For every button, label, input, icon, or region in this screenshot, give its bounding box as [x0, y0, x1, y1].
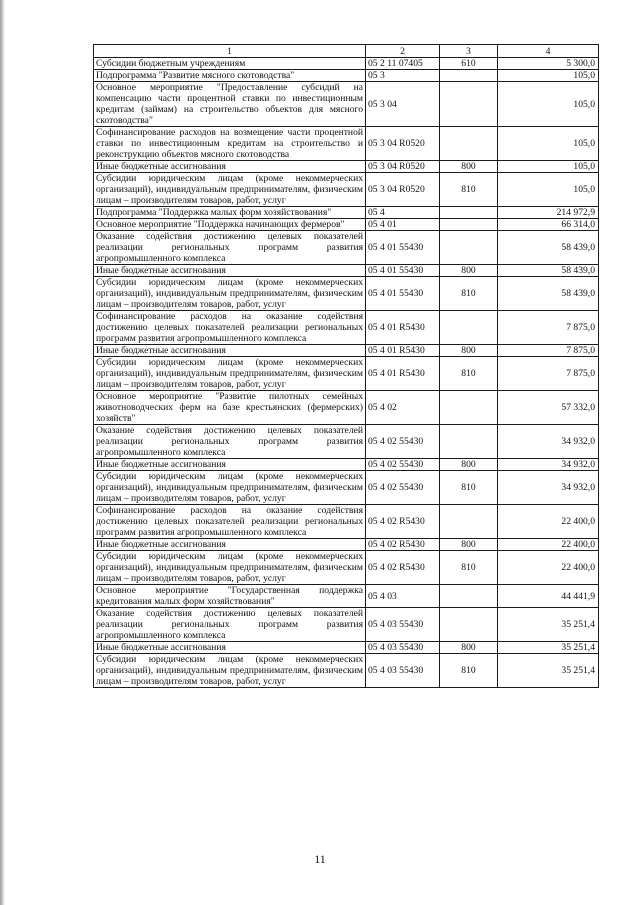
header-col-3: 3	[440, 45, 498, 58]
cell-name: Софинансирование расходов на оказание содействия достижению целевых показателей реализации региональных программ развития агропромышленного комплекса	[94, 505, 366, 539]
table-row	[94, 505, 599, 539]
cell-type: 810	[440, 173, 498, 207]
cell-name: Субсидии юридическим лицам (кроме некоммерческих организаций), индивидуальным предпринимателям, физическим лицам – производителям товаров, работ, услуг	[94, 357, 366, 391]
cell-type	[440, 608, 498, 642]
cell-type: 810	[440, 471, 498, 505]
cell-name: Софинансирование расходов на оказание содействия достижению целевых показателей реализации региональных программ развития агропромышленного комплекса	[94, 311, 366, 345]
cell-name: Иные бюджетные ассигнования	[94, 642, 366, 654]
table-row	[94, 265, 599, 277]
table-row	[94, 585, 599, 608]
cell-name: Оказание содействия достижению целевых показателей реализации региональных программ развития агропромышленного комплекса	[94, 608, 366, 642]
cell-amount: 7 875,0	[498, 345, 599, 357]
table-row	[94, 459, 599, 471]
cell-name: Субсидии юридическим лицам (кроме некоммерческих организаций), индивидуальным предпринимателям, физическим лицам – производителям товаров, работ, услуг	[94, 173, 366, 207]
cell-type: 800	[440, 459, 498, 471]
cell-type: 810	[440, 551, 498, 585]
cell-amount: 58 439,0	[498, 277, 599, 311]
cell-code: 05 4 01 R5430	[366, 357, 440, 391]
cell-code: 05 4 02 55430	[366, 459, 440, 471]
table-row	[94, 642, 599, 654]
table-row	[94, 207, 599, 219]
table-header-row	[94, 45, 599, 58]
cell-name: Субсидии бюджетным учреждениям	[94, 58, 366, 70]
cell-name: Оказание содействия достижению целевых показателей реализации региональных программ развития агропромышленного комплекса	[94, 425, 366, 459]
cell-name: Основное мероприятие "Государственная поддержка кредитования малых форм хозяйствования"	[94, 585, 366, 608]
cell-amount: 58 439,0	[498, 265, 599, 277]
cell-code: 05 4	[366, 207, 440, 219]
table-row	[94, 471, 599, 505]
cell-name: Иные бюджетные ассигнования	[94, 459, 366, 471]
cell-name: Субсидии юридическим лицам (кроме некоммерческих организаций), индивидуальным предпринимателям, физическим лицам – производителям товаров, работ, услуг	[94, 277, 366, 311]
cell-amount: 66 314,0	[498, 219, 599, 231]
cell-amount: 7 875,0	[498, 311, 599, 345]
cell-code: 05 4 02 55430	[366, 471, 440, 505]
cell-amount: 35 251,4	[498, 642, 599, 654]
cell-name: Иные бюджетные ассигнования	[94, 161, 366, 173]
cell-name: Иные бюджетные ассигнования	[94, 345, 366, 357]
cell-amount: 105,0	[498, 70, 599, 82]
cell-amount: 22 400,0	[498, 551, 599, 585]
cell-amount: 34 932,0	[498, 471, 599, 505]
cell-code: 05 3	[366, 70, 440, 82]
cell-code: 05 4 01 55430	[366, 231, 440, 265]
cell-name: Основное мероприятие "Поддержка начинающих фермеров"	[94, 219, 366, 231]
cell-code: 05 4 01 55430	[366, 277, 440, 311]
table-row	[94, 551, 599, 585]
cell-type: 610	[440, 58, 498, 70]
cell-code: 05 4 03 55430	[366, 608, 440, 642]
table-row	[94, 311, 599, 345]
cell-type	[440, 127, 498, 161]
cell-amount: 214 972,9	[498, 207, 599, 219]
page-number: 11	[314, 852, 326, 866]
cell-type	[440, 231, 498, 265]
cell-type	[440, 70, 498, 82]
cell-code: 05 2 11 07405	[366, 58, 440, 70]
cell-type	[440, 585, 498, 608]
cell-name: Основное мероприятие "Предоставление субсидий на компенсацию части процентной ставки по инвестиционным кредитам (займам) на строительство объектов для мясного скотоводства"	[94, 82, 366, 127]
table-row	[94, 539, 599, 551]
table-row	[94, 357, 599, 391]
cell-amount: 35 251,4	[498, 654, 599, 688]
cell-name: Иные бюджетные ассигнования	[94, 539, 366, 551]
cell-code: 05 4 02 R5430	[366, 539, 440, 551]
cell-amount: 34 932,0	[498, 425, 599, 459]
cell-amount: 105,0	[498, 82, 599, 127]
cell-type	[440, 505, 498, 539]
cell-amount: 105,0	[498, 161, 599, 173]
table-row	[94, 127, 599, 161]
table-row	[94, 173, 599, 207]
cell-name: Субсидии юридическим лицам (кроме некоммерческих организаций), индивидуальным предпринимателям, физическим лицам – производителям товаров, работ, услуг	[94, 471, 366, 505]
table-row	[94, 161, 599, 173]
cell-amount: 105,0	[498, 127, 599, 161]
header-col-1: 1	[94, 45, 366, 58]
cell-code: 05 4 02 R5430	[366, 551, 440, 585]
cell-name: Подпрограмма "Развитие мясного скотоводства"	[94, 70, 366, 82]
header-col-4: 4	[498, 45, 599, 58]
cell-code: 05 3 04 R0520	[366, 161, 440, 173]
cell-name: Оказание содействия достижению целевых показателей реализации региональных программ развития агропромышленного комплекса	[94, 231, 366, 265]
cell-type	[440, 425, 498, 459]
table-row	[94, 608, 599, 642]
cell-amount: 57 332,0	[498, 391, 599, 425]
cell-type: 800	[440, 265, 498, 277]
cell-type: 810	[440, 277, 498, 311]
table-row	[94, 425, 599, 459]
cell-amount: 44 441,9	[498, 585, 599, 608]
cell-code: 05 4 02 55430	[366, 425, 440, 459]
table-row	[94, 58, 599, 70]
cell-code: 05 4 01	[366, 219, 440, 231]
cell-amount: 105,0	[498, 173, 599, 207]
cell-code: 05 4 01 55430	[366, 265, 440, 277]
cell-type	[440, 207, 498, 219]
cell-type	[440, 219, 498, 231]
cell-type	[440, 391, 498, 425]
table-row	[94, 82, 599, 127]
cell-code: 05 3 04	[366, 82, 440, 127]
table-row	[94, 654, 599, 688]
cell-code: 05 4 02 R5430	[366, 505, 440, 539]
cell-code: 05 3 04 R0520	[366, 173, 440, 207]
cell-code: 05 4 03 55430	[366, 654, 440, 688]
cell-type: 800	[440, 642, 498, 654]
table-row	[94, 345, 599, 357]
cell-code: 05 4 03 55430	[366, 642, 440, 654]
cell-type	[440, 311, 498, 345]
cell-code: 05 4 01 R5430	[366, 311, 440, 345]
cell-name: Иные бюджетные ассигнования	[94, 265, 366, 277]
table-row	[94, 219, 599, 231]
cell-type: 800	[440, 161, 498, 173]
table-row	[94, 277, 599, 311]
cell-name: Основное мероприятие "Развитие пилотных семейных животноводческих ферм на базе крестьянских (фермерских) хозяйств"	[94, 391, 366, 425]
cell-amount: 5 300,0	[498, 58, 599, 70]
cell-name: Подпрограмма "Поддержка малых форм хозяйствования"	[94, 207, 366, 219]
table-row	[94, 70, 599, 82]
table-row	[94, 231, 599, 265]
cell-amount: 58 439,0	[498, 231, 599, 265]
cell-type	[440, 82, 498, 127]
cell-amount: 22 400,0	[498, 505, 599, 539]
cell-name: Софинансирование расходов на возмещение части процентной ставки по инвестиционным кредитам на строительство и реконструкцию объектов мясного скотоводства	[94, 127, 366, 161]
table-row	[94, 391, 599, 425]
cell-code: 05 3 04 R0520	[366, 127, 440, 161]
budget-table	[93, 44, 599, 688]
cell-type: 800	[440, 345, 498, 357]
cell-amount: 7 875,0	[498, 357, 599, 391]
cell-amount: 34 932,0	[498, 459, 599, 471]
header-col-2: 2	[366, 45, 440, 58]
cell-type: 800	[440, 539, 498, 551]
cell-amount: 35 251,4	[498, 608, 599, 642]
cell-code: 05 4 03	[366, 585, 440, 608]
cell-type: 810	[440, 654, 498, 688]
cell-amount: 22 400,0	[498, 539, 599, 551]
cell-code: 05 4 02	[366, 391, 440, 425]
cell-type: 810	[440, 357, 498, 391]
cell-code: 05 4 01 R5430	[366, 345, 440, 357]
cell-name: Субсидии юридическим лицам (кроме некоммерческих организаций), индивидуальным предпринимателям, физическим лицам – производителям товаров, работ, услуг	[94, 551, 366, 585]
cell-name: Субсидии юридическим лицам (кроме некоммерческих организаций), индивидуальным предпринимателям, физическим лицам – производителям товаров, работ, услуг	[94, 654, 366, 688]
scan-edge	[0, 0, 5, 905]
